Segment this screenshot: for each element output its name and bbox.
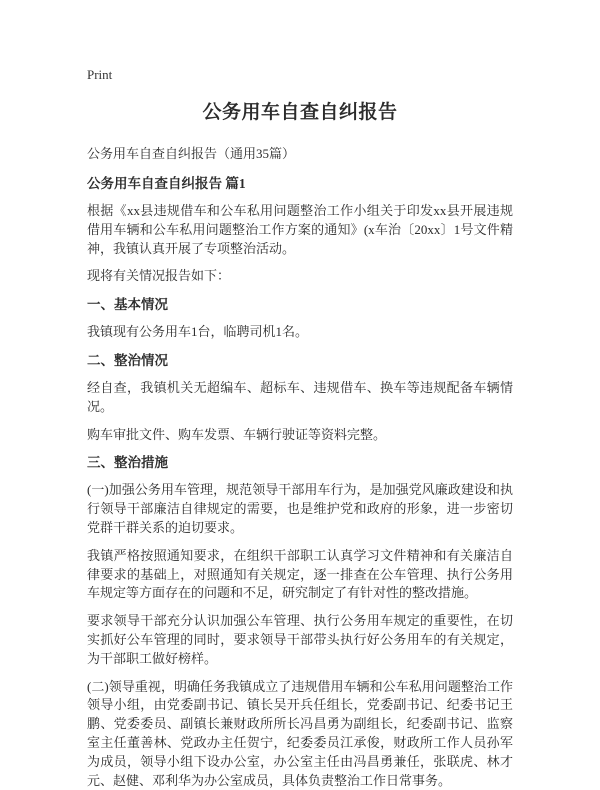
part-heading: 公务用车自查自纠报告 篇1 [87, 176, 246, 191]
document-subtitle: 公务用车自查自纠报告（通用35篇） [87, 146, 296, 161]
paragraph: (一)加强公务用车管理，规范领导干部用车行为，是加强党风廉政建设和执行领导干部廉洁自律规定的需要，也是维护党和政府的形象，进一步密切党群干群关系的迫切要求。 [87, 482, 513, 535]
section-heading: 二、整治情况 [87, 352, 168, 368]
paragraph: 我镇严格按照通知要求，在组织干部职工认真学习文件精神和有关廉洁自律要求的基础上，对照通知有关规定，逐一排查在公车管理、执行公务用车规定等方面存在的问题和不足，研究制定了有针对性的整改措施。 [87, 547, 513, 601]
paragraph: 要求领导干部充分认识加强公车管理、执行公务用车规定的重要性，在切实抓好公车管理的同时，要求领导干部带头执行好公务用车的有关规定，为干部职工做好榜样。 [87, 613, 513, 666]
paragraph: 经自查，我镇机关无超编车、超标车、违规借车、换车等违规配备车辆情况。 [87, 379, 513, 414]
section-heading: 三、整治措施 [87, 455, 168, 471]
paragraph: 现将有关情况报告如下： [87, 268, 231, 284]
paragraph: (二)领导重视，明确任务我镇成立了违规借用车辆和公车私用问题整治工作领导小组，由党委副书记、镇长吴开兵任组长，党委副书记、纪委书记王鹏、党委委员、副镇长兼财政所所长冯昌勇为副组长，纪委副书记、监察室主任董善林、党政办主任贺宁，纪委委员江承俊，财政所工作人员孙军为成员，领导小组下设办公室，办公室主任由冯昌勇兼任，张联虎、林才元、赵健、邓利华为办公室成员，具体负责整治工作日常事务。 [87, 678, 513, 788]
document-title: 公务用车自查自纠报告 [202, 102, 398, 123]
paragraph: 我镇现有公务用车1台，临聘司机1名。 [87, 324, 309, 340]
document-body [87, 202, 513, 790]
paragraph: 购车审批文件、购车发票、车辆行驶证等资料完整。 [87, 426, 387, 442]
section-heading: 一、基本情况 [87, 297, 168, 313]
print-button[interactable]: Print [87, 67, 113, 82]
paragraph: 根据《xx县违规借车和公车私用问题整治工作小组关于印发xx县开展违规借用车辆和公车私用问题整治工作方案的通知》(x车治〔20xx〕1号文件精神，我镇认真开展了专项整治活动。 [87, 203, 513, 256]
